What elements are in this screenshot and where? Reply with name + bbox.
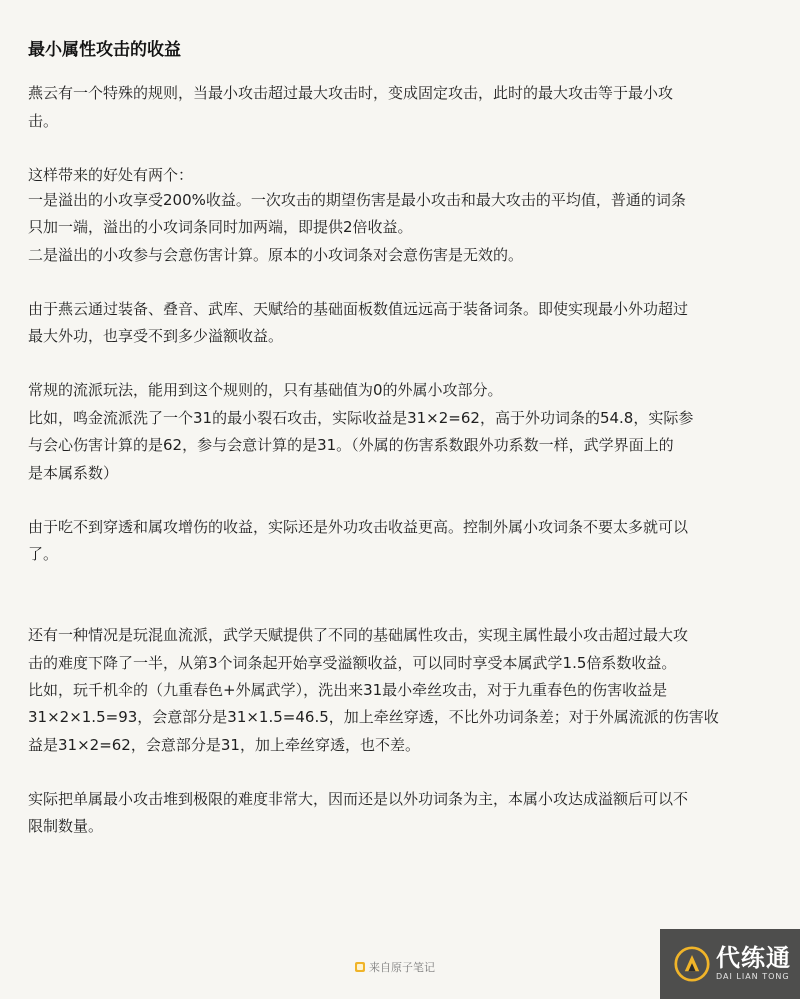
paragraph-line: 比如，玩千机伞的（九重春色+外属武学），洗出来31最小牵丝攻击，对于九重春色的伤害收益是 [28,681,668,699]
daliantong-logo-icon [674,946,710,982]
paragraph-line: 最大外功，也享受不到多少溢额收益。 [28,327,284,345]
paragraph-line: 二是溢出的小攻参与会意伤害计算。原本的小攻词条对会意伤害是无效的。 [28,246,524,264]
paragraph-line: 是本属系数） [28,464,119,482]
source-footer [355,959,435,975]
paragraph-line: 击的难度下降了一半，从第3个词条起开始享受溢额收益，可以同时享受本属武学1.5倍系数收益。 [28,654,677,672]
paragraph-line: 还有一种情况是玩混血流派，武学天赋提供了不同的基础属性攻击，实现主属性最小攻击超过最大攻 [28,626,689,644]
paragraph-line: 由于燕云通过装备、叠音、武库、天赋给的基础面板数值远远高于装备词条。即使实现最小外功超过 [28,300,689,318]
watermark-subtitle: DAI LIAN TONG [716,972,790,981]
paragraph-line: 这样带来的好处有两个： [28,166,194,184]
paragraph-line: 一是溢出的小攻享受200%收益。一次攻击的期望伤害是最小攻击和最大攻击的平均值，普通的词条 [28,191,686,209]
paragraph-line: 实际把单属最小攻击堆到极限的难度非常大，因而还是以外功词条为主，本属小攻达成溢额后可以不 [28,790,689,808]
article-title: 最小属性攻击的收益 [28,40,181,60]
watermark [660,929,800,999]
paragraph-line: 燕云有一个特殊的规则，当最小攻击超过最大攻击时，变成固定攻击，此时的最大攻击等于最小攻 [28,84,674,102]
paragraph-line: 限制数量。 [28,817,104,835]
paragraph-line: 与会心伤害计算的是62，参与会意计算的是31。（外属的伤害系数跟外功系数一样，武学界面上的 [28,436,674,454]
watermark-name: 代练通 [716,944,791,972]
paragraph-line: 了。 [28,545,59,563]
paragraph-line: 31×2×1.5=93，会意部分是31×1.5=46.5，加上牵丝穿透，不比外功词条差；对于外属流派的伤害收 [28,708,719,726]
source-label: 来自原子笔记 [369,961,435,974]
note-icon [355,962,365,972]
paragraph-line: 常规的流派玩法，能用到这个规则的，只有基础值为0的外属小攻部分。 [28,381,503,399]
paragraph-line: 比如，鸣金流派洗了一个31的最小裂石攻击，实际收益是31×2=62，高于外功词条的54.8，实际参 [28,409,694,427]
paragraph-line: 益是31×2=62，会意部分是31，加上牵丝穿透，也不差。 [28,736,420,754]
paragraph-line: 只加一端，溢出的小攻词条同时加两端，即提供2倍收益。 [28,218,413,236]
paragraph-line: 由于吃不到穿透和属攻增伤的收益，实际还是外功攻击收益更高。控制外属小攻词条不要太多就可以 [28,518,689,536]
paragraph-line: 击。 [28,112,59,130]
